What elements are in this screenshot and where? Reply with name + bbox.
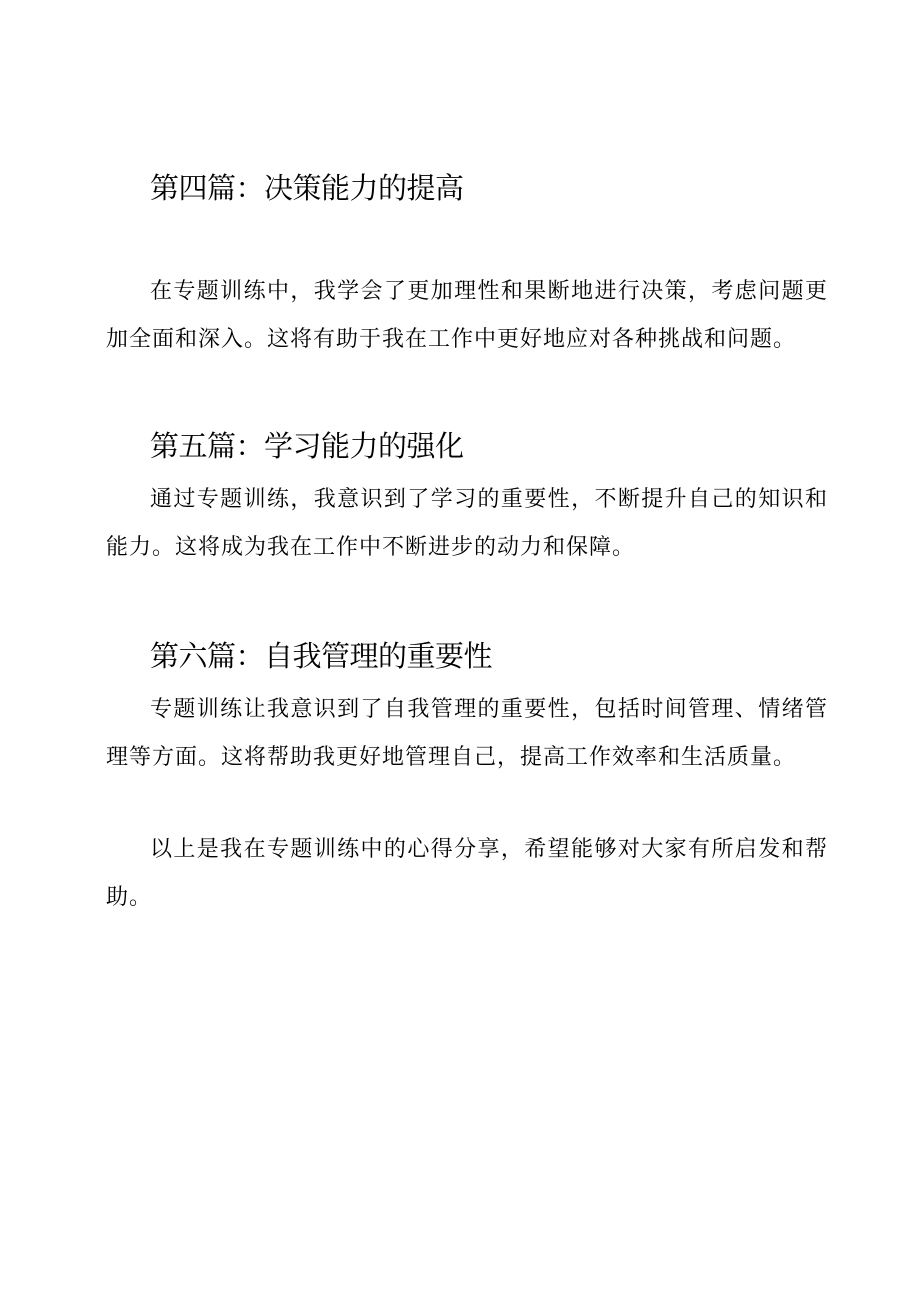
section-body-5: 通过专题训练，我意识到了学习的重要性，不断提升自己的知识和能力。这将成为我在工作中不断进步的动力和保障。 — [106, 487, 828, 560]
section-heading-4: 第四篇：决策能力的提高 — [150, 171, 464, 205]
conclusion-paragraph: 以上是我在专题训练中的心得分享，希望能够对大家有所启发和帮助。 — [106, 837, 828, 910]
section-body-6: 专题训练让我意识到了自我管理的重要性，包括时间管理、情绪管理等方面。这将帮助我更好地管理自己，提高工作效率和生活质量。 — [106, 697, 828, 770]
section-body-4: 在专题训练中，我学会了更加理性和果断地进行决策，考虑问题更加全面和深入。这将有助于我在工作中更好地应对各种挑战和问题。 — [106, 279, 828, 352]
section-heading-6: 第六篇：自我管理的重要性 — [150, 639, 493, 673]
section-heading-5: 第五篇：学习能力的强化 — [150, 429, 464, 463]
